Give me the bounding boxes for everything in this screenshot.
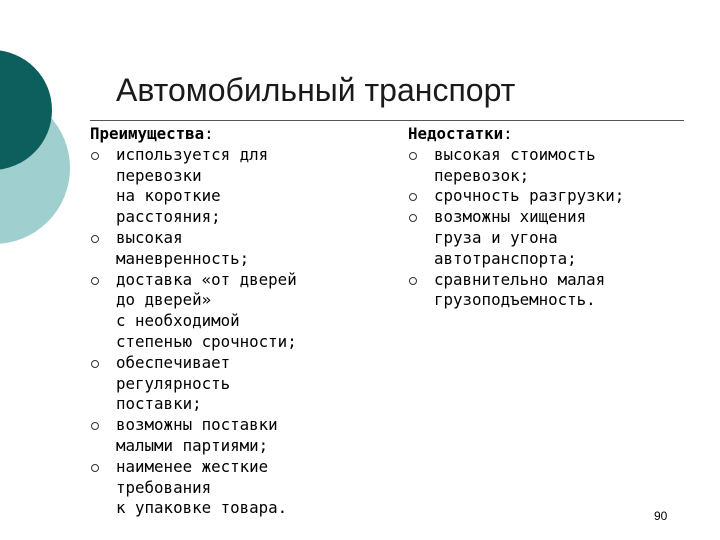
circle-bullet-icon xyxy=(91,152,99,160)
item-line: обеспечивает xyxy=(116,352,231,372)
item-line: сравнительно малая xyxy=(434,269,606,289)
disadvantages-heading xyxy=(408,124,708,145)
item-line: с необходимой xyxy=(116,311,240,331)
advantage-item xyxy=(90,353,390,415)
advantage-item xyxy=(90,228,390,270)
item-line: перевозки xyxy=(116,165,202,185)
disadvantages-heading-word: Недостатки xyxy=(408,124,504,143)
disadvantage-item xyxy=(408,207,708,269)
disadvantages-heading-colon: : xyxy=(503,124,513,143)
circle-bullet-icon xyxy=(409,152,417,160)
item-line: маневренность; xyxy=(116,248,250,268)
disadvantage-item xyxy=(408,145,708,187)
item-line: используется для xyxy=(116,144,269,164)
item-line: степенью срочности; xyxy=(116,331,297,351)
item-line: возможны поставки xyxy=(116,415,278,435)
advantage-item xyxy=(90,415,390,457)
item-line: возможны хищения xyxy=(434,207,587,227)
decorative-circles xyxy=(0,0,90,290)
item-line: высокая xyxy=(116,227,183,247)
circle-bullet-icon xyxy=(91,277,99,285)
item-line: грузоподъемность. xyxy=(434,290,596,310)
disadvantages-column xyxy=(408,124,708,311)
item-line: перевозок; xyxy=(434,165,530,185)
circle-bullet-icon xyxy=(91,235,99,243)
item-line: груза и угона xyxy=(434,227,558,247)
title-divider xyxy=(90,120,684,121)
item-line: требования xyxy=(116,477,212,497)
advantages-heading-word: Преимущества xyxy=(90,124,205,143)
item-line: на короткие xyxy=(116,186,221,206)
disadvantage-item xyxy=(408,186,708,207)
item-line: расстояния; xyxy=(116,207,221,227)
circle-bullet-icon xyxy=(409,214,417,222)
disadvantages-list xyxy=(408,145,708,311)
circle-bullet-icon xyxy=(409,193,417,201)
item-line: к упаковке товара. xyxy=(116,498,288,518)
slide-title: Автомобильный транспорт xyxy=(116,72,516,108)
advantages-heading-colon: : xyxy=(204,124,214,143)
circle-bullet-icon xyxy=(91,360,99,368)
item-line: доставка «от дверей xyxy=(116,269,297,289)
item-line: поставки; xyxy=(116,394,202,414)
advantages-list xyxy=(90,145,390,519)
advantages-column xyxy=(90,124,390,519)
advantages-heading xyxy=(90,124,390,145)
item-line: наименее жесткие xyxy=(116,456,269,476)
item-line: регулярность xyxy=(116,373,231,393)
item-line: срочность разгрузки; xyxy=(434,186,625,206)
advantage-item xyxy=(90,270,390,353)
item-line: малыми партиями; xyxy=(116,435,269,455)
item-line: высокая стоимость xyxy=(434,144,596,164)
circle-bullet-icon xyxy=(91,422,99,430)
disadvantage-item xyxy=(408,270,708,312)
circle-bullet-icon xyxy=(91,464,99,472)
item-line: до дверей» xyxy=(116,290,212,310)
item-line: автотранспорта; xyxy=(434,248,577,268)
advantage-item xyxy=(90,457,390,519)
page-number: 90 xyxy=(654,509,668,523)
circle-bullet-icon xyxy=(409,277,417,285)
advantage-item xyxy=(90,145,390,228)
